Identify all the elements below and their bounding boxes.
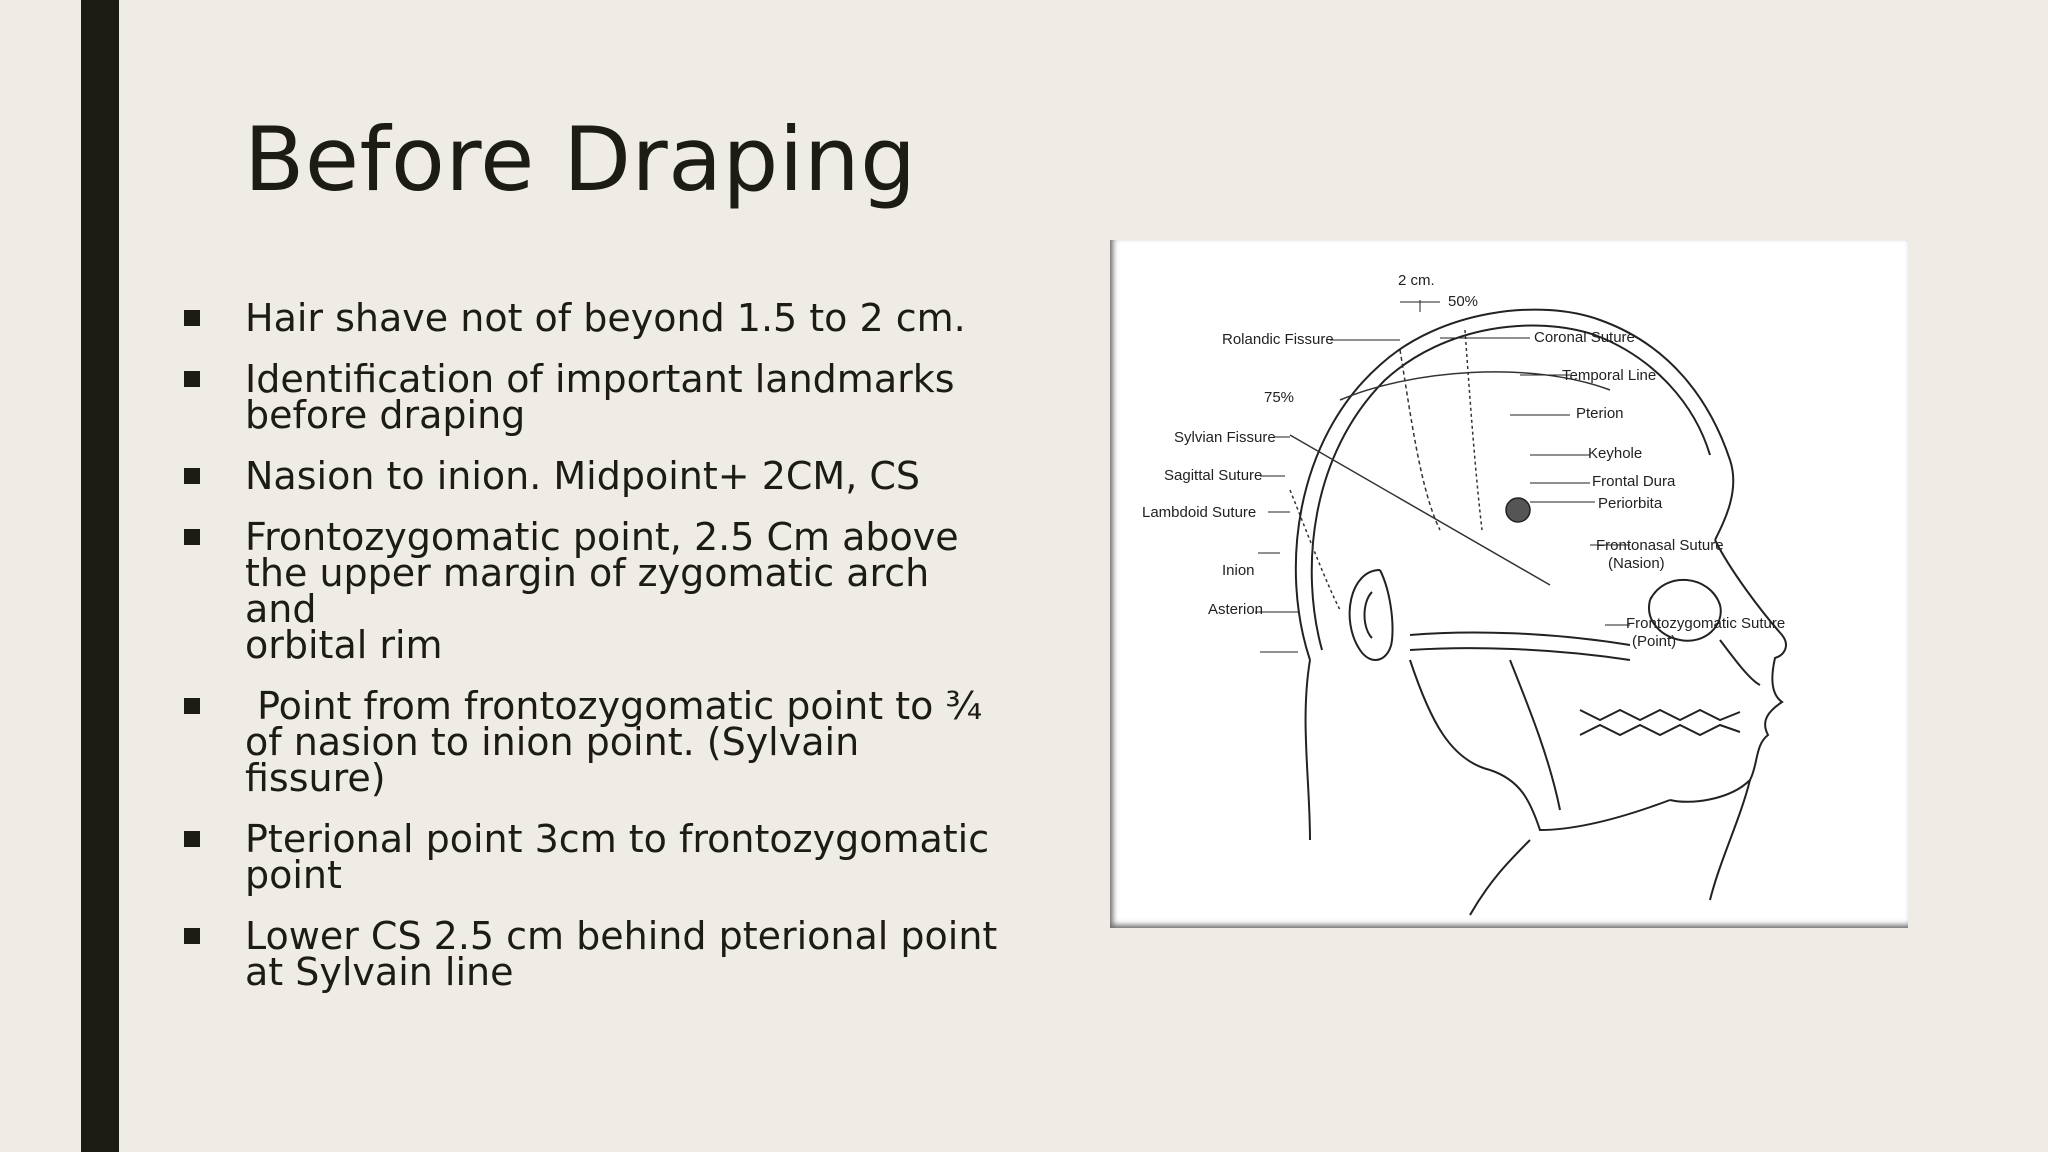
bullet-item xyxy=(180,454,1010,498)
label-frontozygomatic-suture: Frontozygomatic Suture xyxy=(1626,615,1786,632)
bullet-square-icon xyxy=(184,928,200,944)
bullet-item xyxy=(180,296,1010,340)
label-frontonasal-suture: Frontonasal Suture xyxy=(1596,537,1724,554)
bullet-line: at Sylvain line xyxy=(245,950,514,994)
leader-lines xyxy=(1255,300,1630,652)
bullet-line: Point from frontozygomatic point to ¾ xyxy=(245,684,983,728)
label-seventy-five-percent: 75% xyxy=(1264,389,1295,406)
label-fifty-percent: 50% xyxy=(1448,293,1479,310)
label-nasion: (Nasion) xyxy=(1608,555,1665,572)
skull-outline xyxy=(1296,310,1786,915)
bullet-line: before draping xyxy=(245,393,526,437)
bullet-square-icon xyxy=(184,310,200,326)
bullet-line: the upper margin of zygomatic arch and xyxy=(245,551,930,631)
bullet-item xyxy=(180,684,1010,800)
label-inion: Inion xyxy=(1222,562,1255,579)
label-keyhole: Keyhole xyxy=(1588,445,1643,462)
bullet-line: point xyxy=(245,853,342,897)
bullet-line: Frontozygomatic point, 2.5 Cm above xyxy=(245,515,959,559)
bullet-square-icon xyxy=(184,529,200,545)
label-temporal-line: Temporal Line xyxy=(1562,367,1657,384)
bullet-line: Lower CS 2.5 cm behind pterional point xyxy=(245,914,998,958)
label-pterion: Pterion xyxy=(1576,405,1624,422)
label-coronal-suture: Coronal Suture xyxy=(1534,329,1635,346)
label-asterion: Asterion xyxy=(1208,601,1264,618)
bullet-item xyxy=(180,515,1010,667)
bullet-line: orbital rim xyxy=(245,623,443,667)
label-two-cm: 2 cm. xyxy=(1398,272,1435,289)
bullet-item xyxy=(180,914,1010,994)
label-point: (Point) xyxy=(1632,633,1677,650)
label-frontal-dura: Frontal Dura xyxy=(1592,473,1676,490)
bullet-square-icon xyxy=(184,468,200,484)
bullet-square-icon xyxy=(184,698,200,714)
bullet-line: Hair shave not of beyond 1.5 to 2 cm. xyxy=(245,296,966,340)
label-sagittal-suture: Sagittal Suture xyxy=(1164,467,1263,484)
bullet-line: of nasion to inion point. (Sylvain fissure) xyxy=(245,720,860,800)
label-periorbita: Periorbita xyxy=(1598,495,1663,512)
accent-bar xyxy=(81,0,119,1152)
bullet-line: Pterional point 3cm to frontozygomatic xyxy=(245,817,990,861)
diagram-labels xyxy=(1142,272,1785,650)
label-lambdoid-suture: Lambdoid Suture xyxy=(1142,504,1257,521)
skull-diagram-image xyxy=(1110,240,1908,928)
bullet-item xyxy=(180,357,1010,437)
label-rolandic-fissure: Rolandic Fissure xyxy=(1222,331,1334,348)
skull-diagram xyxy=(1110,240,1908,928)
bullet-line: Identification of important landmarks xyxy=(245,357,955,401)
bullet-item xyxy=(180,817,1010,897)
bullet-square-icon xyxy=(184,371,200,387)
bullet-list xyxy=(180,296,1010,1015)
bullet-square-icon xyxy=(184,831,200,847)
slide-title: Before Draping xyxy=(244,108,917,211)
bullet-line: Nasion to inion. Midpoint+ 2CM, CS xyxy=(245,454,921,498)
label-sylvian-fissure: Sylvian Fissure xyxy=(1174,429,1276,446)
